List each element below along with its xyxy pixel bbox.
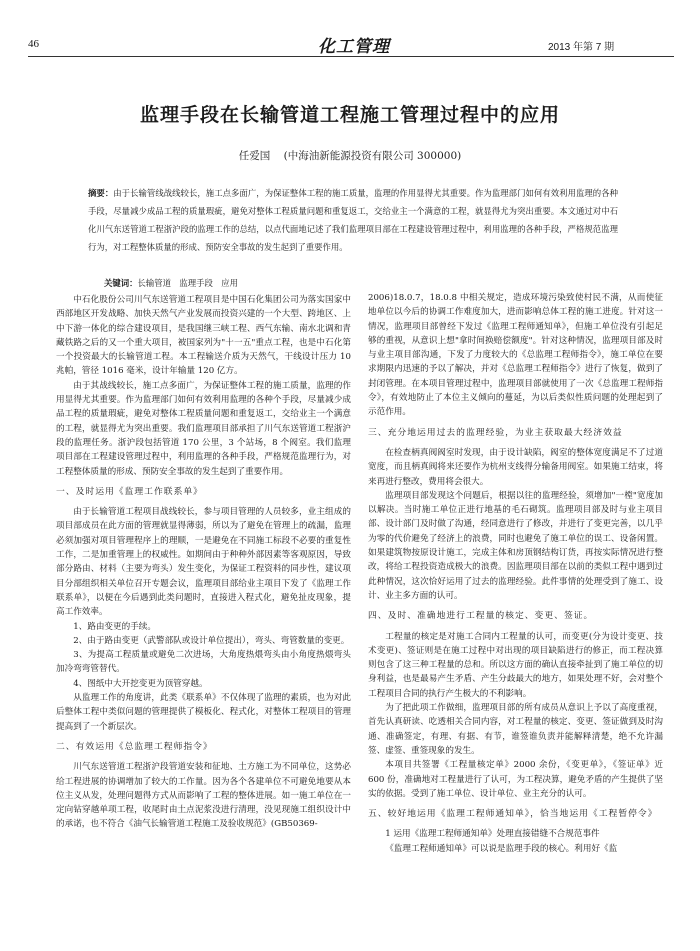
keywords [104,277,238,289]
paragraph: 工程量的核定是对施工合同内工程量的认可，而变更(分为设计变更、技术变更)、签证则是在施工过程中对出现的项目缺陷进行的修正，而工程决算则包含了这三种工程量的总和。所以这方面的确认直接牵扯到了施工单位的切身利益，也是最易产生矛盾、产生分歧最大的地方，如果处理不好，会对整个工程项目合同的执行产生极大的不利影响。 [368,631,663,699]
article-title: 监理手段在长输管道工程施工管理过程中的应用 [139,104,560,126]
paragraph: 由于长输管道工程项目战线较长，参与项目管理的人员较多，业主组成的项目部成员在此方面的管理就显得薄弱，所以为了避免在管理上的疏漏，监理必须加强对项目管理程序上的理顺，一是避免在不同施工标段不必要的重复性工作，二是加重管理上的权威性。如期间由于种种外部因素等客观原因，导致部分路由、材料（主要为弯头）发生变化，为保证工程资料的同步性，建议项目分部组织相关单位召开专题会议，监理项目部给业主项目下发了《监理工作联系单》，以便在今后遇到此类问题时，直接进入程式化，避免扯皮现象，提高工作效率。 [56,507,351,618]
author-name: 任爱国 [238,150,271,162]
right-column [368,291,663,856]
keywords-label: 关键词： [104,278,138,288]
paragraph: 监理项目部发现这个问题后，根据以往的监理经验，须增加"一樘"宽度加以解决。当时施工单位正进行地基的毛石砌筑。监理项目部及时与业主项目部、设计部门及时做了沟通，经同意进行了修改，并进行了变更完善，以几乎为零的代价避免了经济上的浪费，同时也避免了施工单位的误工、设备闲置。如果建筑物按原设计施工，完成主体和房顶钢结构订货，再按实际情况进行整改，将给工程投资造成极大的浪费。因监理项目部在以前的类似工程中遇到过此种情况，这次恰好运用了过去的监理经验。此件事情的处理受到了施工、设计、业主多方面的认可。 [368,490,663,601]
list-item: 2、由于路由变更（武警部队或设计单位提出），弯头、弯管数量的变更。 [73,635,350,646]
section-heading: 二、有效运用《总监理工程师指令》 [56,741,213,752]
author-affiliation: (中海油新能源投资有限公司 300000) [283,150,462,162]
header-rule [28,56,674,57]
list-item: 3、为提高工程质量或避免二次进场，大角度热煨弯头由小角度热煨弯头加冷弯弯管替代。 [56,650,351,675]
section-heading: 三、充分地运用过去的监理经验，为业主获取最大经济效益 [368,427,623,438]
section-heading: 五、较好地运用《监理工程师通知单》，恰当地运用《工程暂停令》 [368,809,658,820]
paragraph: 2006)18.0.7，18.0.8 中相关规定，造成环境污染致使村民不满，从而使征地单位以今后的协调工作难度加大，进而影响总体工程的施工进度。针对这一情况，监理项目部曾经下发过《监理工程师通知单》，但施工单位没有引起足够的重视，从意识上想"拿时间换赔偿额度"。针对这种情况，监理项目部及时与业主项目部沟通，下发了力度较大的《总监理工程师指令》，施工单位在要求期限内迅速的予以了解决，并对《总监理工程师指令》进行了恢复，做到了封闭管理。在本项目管理过程中，监理项目部就使用了一次《总监理工程师指令》，有效地防止了本位主义倾向的蔓延，为以后类似性质问题的处理起到了示范作用。 [368,293,663,418]
section-heading: 四、及时、准确地进行工程量的核定、变更、签证。 [368,611,594,622]
abstract [88,184,618,256]
byline [0,148,700,163]
paragraph: 为了把此项工作做细，监理项目部的所有成员从意识上予以了高度重视，首先认真研读、吃透相关合同内容，对工程量的核定、变更、签证做到及时沟通、准确签定，有理、有据、有节，谁签谁负责并能解释清楚，绝不允许漏签、虚签、重签现象的发生。 [368,703,663,756]
paragraph: 1 运用《监理工程师通知单》处理直接错缝不合规范事件 [385,829,600,840]
paragraph: 本项目共签署《工程量核定单》2000 余份，《变更单》，《签证单》近 600 份，准确地对工程量进行了认可，为工程决算，避免矛盾的产生提供了坚实的依据。受到了施工单位、设计单位、业主充分的认可。 [368,760,663,799]
page-number: 46 [28,38,39,50]
abstract-text: 由于长输管线战线较长，施工点多面广，为保证整体工程的施工质量，监理的作用显得尤其重要。作为监理部门如何有效利用监理的各种手段，尽量减少成品工程的质量瑕疵，避免对整体工程质量问题和重复返工，交给业主一个满意的工程，就显得尤为突出重要。本文通过对中石化川气东送管道工程浙沪段的监理工作的总结，以点代面地记述了我们监理项目部在工程建设管理过程中，利用监理的各种手段，严格规范监理行为，对工程整体质量的形成、预防安全事故的发生起到了重要作用。 [88,188,619,252]
list-item: 1、路由变更的手续。 [73,621,156,632]
abstract-label: 摘要： [88,188,114,198]
journal-logo: 化工管理 [318,37,390,57]
list-item: 4、图纸中大开挖变更为顶管穿越。 [73,678,208,689]
paragraph: 川气东送管道工程浙沪段管道安装和征地、土方施工为不同单位，这势必给工程进展的协调增加了较大的工作量。因为各个各建单位不可避免地要从本位主义从发，处理问题得方式从而影响了工程的整体进展。如一施工单位在一定向钻穿越单项工程，收尾时由土点泥浆没进行清理，没见现施工组织设计中的承诺，也不符合《油气长输管道工程施工及验收规范》(GB50369- [56,762,351,830]
issue-label: 2013 年第 7 期 [548,42,615,53]
paragraph: 在检查柄真阀阀室时发现，由于设计缺陷，阀室的整体宽度满足不了过道宽度，而且柄真阀将来还要作为杭州支线得分输备用阀室。如果施工结束，将来再进行整改，费用将会很大。 [368,447,663,487]
paragraph: 由于其战线较长，施工点多面广，为保证整体工程的施工质量，监理的作用显得尤其重要。作为监理部门如何有效利用监理的各种个手段，尽量减少成品工程的质量瑕疵，避免对整体工程质量问题和重复返工，交给业主一个满意的工程，就显得尤为突出重要。我们监理项目部承担了川气东送管道工程浙沪段的监理任务。浙沪段包括管道 170 公里，3 个站场，8 个阀室。我们监理项目部在工程建设管理过程中，利用监理的各种手段，严格规范监理行为，对工程整体质量的形成、预防安全事故的发生起到了重要作用。 [56,380,351,477]
left-column [56,293,351,832]
keywords-text: 长输管道 监理手段 应用 [137,278,238,288]
paragraph: 中石化股份公司川气东送管道工程项目是中国石化集团公司为落实国家中西部地区开发战略、加快天然气产业发展而投资兴建的一个大型、跨地区、上中下游一体化的综合建设项目，是我国继三峡工程、西气东输、南水北调和青藏铁路之后的又一个重大项目，被国家列为"十一五"重点工程，也是中石化第一个投资最大的长输管道工程。本工程输送介质为天然气，干线设计压力 10 兆帕，管径 1016 毫米，设计年输量 120 亿方。 [56,295,351,377]
paragraph: 《监理工程师通知单》可以说是监理手段的核心。利用好《监 [385,843,618,854]
paragraph: 从监理工作的角度讲，此类《联系单》不仅体现了监理的素质，也为对此后整体工程中类似问题的管理提供了模板化、程式化，对整体工程项目的管理提高到了一个新层次。 [56,693,351,732]
section-heading: 一、及时运用《监理工作联系单》 [56,486,203,497]
